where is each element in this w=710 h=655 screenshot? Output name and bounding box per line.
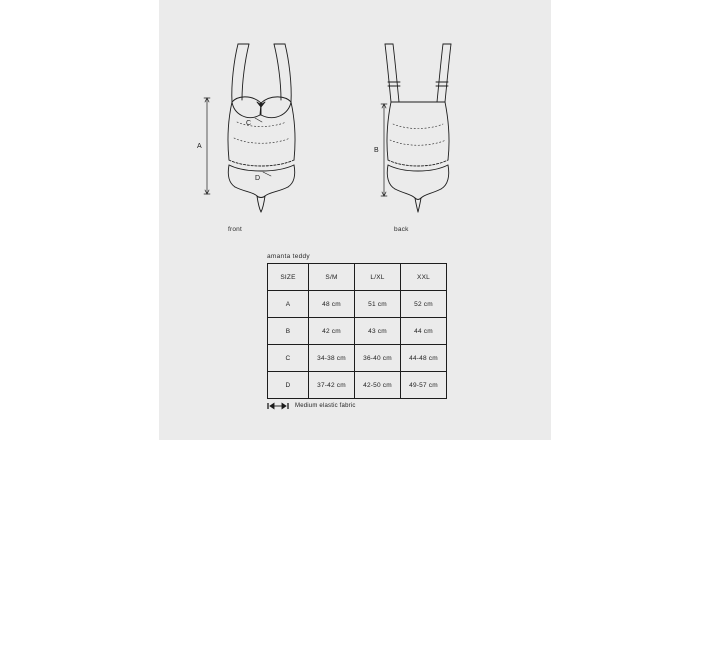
table-cell: 34-38 cm xyxy=(309,345,355,372)
measure-label-c: C xyxy=(246,120,252,127)
table-cell: B xyxy=(268,318,309,345)
measure-label-b: B xyxy=(374,147,379,154)
table-row xyxy=(268,291,447,318)
table-cell: 49-57 cm xyxy=(401,372,447,399)
table-cell: 48 cm xyxy=(309,291,355,318)
table-header-cell: L/XL xyxy=(355,264,401,291)
table-cell: C xyxy=(268,345,309,372)
fabric-elasticity-note xyxy=(267,402,356,410)
elastic-arrows-icon xyxy=(267,402,289,410)
figure-caption-front: front xyxy=(228,226,243,233)
table-cell: 37-42 cm xyxy=(309,372,355,399)
size-chart-illustrations xyxy=(159,10,551,240)
table-cell: 44-48 cm xyxy=(401,345,447,372)
teddy-back-illustration xyxy=(381,44,451,212)
size-table xyxy=(267,263,447,399)
table-cell: 42 cm xyxy=(309,318,355,345)
table-cell: 52 cm xyxy=(401,291,447,318)
measure-label-a: A xyxy=(197,143,202,150)
figure-caption-back: back xyxy=(394,226,409,233)
table-cell: 44 cm xyxy=(401,318,447,345)
measure-label-d: D xyxy=(255,175,261,182)
table-cell: 42-50 cm xyxy=(355,372,401,399)
product-name-label: amanta teddy xyxy=(267,253,310,260)
table-header-cell: SIZE xyxy=(268,264,309,291)
table-header-row xyxy=(268,264,447,291)
table-row xyxy=(268,318,447,345)
table-cell: A xyxy=(268,291,309,318)
table-row xyxy=(268,372,447,399)
teddy-front-illustration xyxy=(204,44,295,212)
teddy-technical-drawing xyxy=(159,10,551,240)
table-cell: 51 cm xyxy=(355,291,401,318)
table-header-cell: S/M xyxy=(309,264,355,291)
table-cell: D xyxy=(268,372,309,399)
table-header-cell: XXL xyxy=(401,264,447,291)
fabric-note-text: Medium elastic fabric xyxy=(295,403,356,409)
table-cell: 36-40 cm xyxy=(355,345,401,372)
table-row xyxy=(268,345,447,372)
table-cell: 43 cm xyxy=(355,318,401,345)
